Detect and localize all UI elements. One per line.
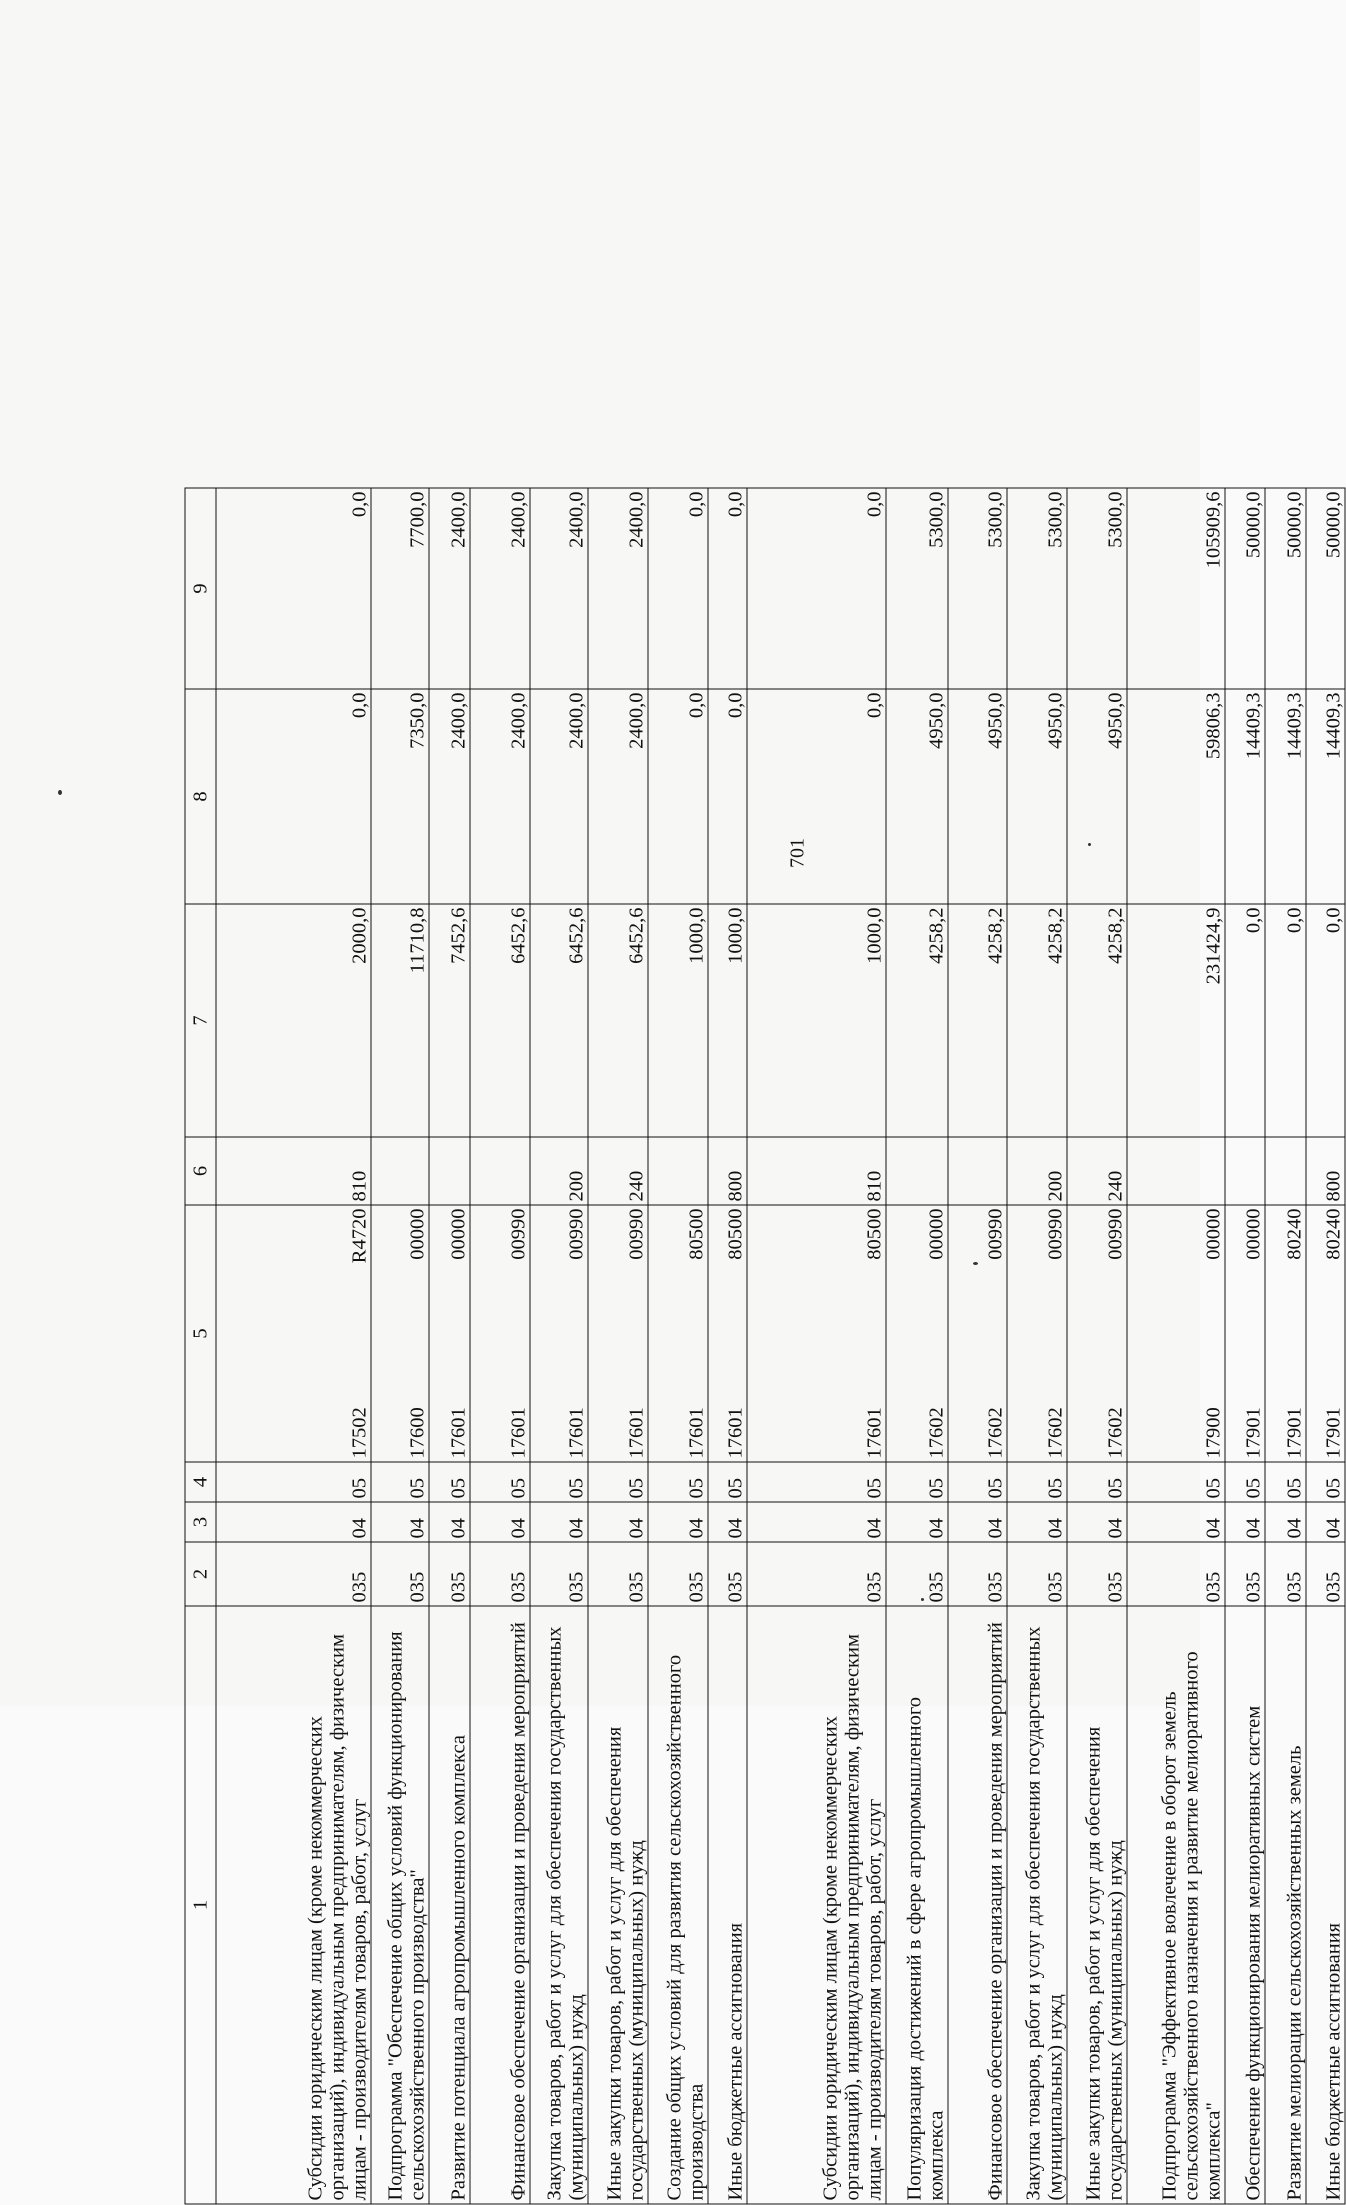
row-name: Закупка товаров, работ и услуг для обеспечения государственных (муниципальных) нужд (1007, 1606, 1067, 2204)
table-row (1225, 488, 1265, 2204)
article-code-part1: 17602 (1044, 1407, 1067, 1459)
cell-subsection: 05 (429, 1462, 470, 1502)
row-name: Субсидии юридическим лицам (кроме некоммерческих организаций), индивидуальным предпринимателям, физическим лицам - производителям товаров, работ, услуг (747, 1606, 886, 2204)
cell-section: 04 (1067, 1502, 1127, 1542)
row-name: Подпрограмма "Обеспечение общих условий функционирования сельскохозяйственного производства" (371, 1606, 429, 2204)
cell-expense-type: 800 (1306, 1137, 1345, 1205)
cell-target-article (886, 1205, 948, 1462)
cell-section: 04 (371, 1502, 429, 1542)
cell-ministry: 035 (429, 1542, 470, 1606)
table-row (530, 488, 588, 2204)
cell-amount-year2: 2400,0 (470, 689, 530, 904)
cell-section: 04 (1306, 1502, 1345, 1542)
table-row (1306, 488, 1345, 2204)
cell-expense-type (429, 1137, 470, 1205)
cell-section: 04 (708, 1502, 747, 1542)
article-code-part2: 00990 (1104, 1208, 1127, 1260)
article-code-part2: 00000 (447, 1208, 470, 1260)
cell-section: 04 (216, 1502, 371, 1542)
row-name: Субсидии юридическим лицам (кроме некоммерческих организаций), индивидуальным предпринимателям, физическим лицам - производителям товаров, работ, услуг (216, 1606, 371, 2204)
cell-amount-year3: 0,0 (648, 488, 708, 689)
cell-amount-year1: 1000,0 (747, 904, 886, 1137)
row-name: Иные закупки товаров, работ и услуг для обеспечения государственных (муниципальных) нужд (588, 1606, 648, 2204)
article-code-part2: 00990 (984, 1208, 1007, 1260)
cell-amount-year1: 6452,6 (530, 904, 588, 1137)
cell-target-article (1225, 1205, 1265, 1462)
cell-section: 04 (648, 1502, 708, 1542)
cell-target-article (708, 1205, 747, 1462)
cell-section: 04 (429, 1502, 470, 1542)
article-code-part2: 80240 (1322, 1208, 1345, 1260)
cell-ministry: 035 (747, 1542, 886, 1606)
cell-target-article (948, 1205, 1007, 1462)
cell-ministry: 035 (216, 1542, 371, 1606)
scan-speck (1088, 843, 1091, 846)
cell-amount-year2: 0,0 (747, 689, 886, 904)
cell-amount-year2: 4950,0 (948, 689, 1007, 904)
cell-subsection: 05 (1067, 1462, 1127, 1502)
cell-section: 04 (1007, 1502, 1067, 1542)
cell-amount-year3: 5300,0 (948, 488, 1007, 689)
cell-amount-year3: 50000,0 (1265, 488, 1306, 689)
cell-ministry: 035 (1007, 1542, 1067, 1606)
table-row (948, 488, 1007, 2204)
table-row (429, 488, 470, 2204)
cell-subsection: 05 (1225, 1462, 1265, 1502)
row-name: Популяризация достижений в сфере агропромышленного комплекса (886, 1606, 948, 2204)
table-row (886, 488, 948, 2204)
col-header: 9 (185, 488, 216, 689)
col-header: 2 (185, 1542, 216, 1606)
cell-amount-year1: 0,0 (1306, 904, 1345, 1137)
col-header: 5 (185, 1205, 216, 1462)
cell-amount-year1: 11710,8 (371, 904, 429, 1137)
article-code-part2: 80500 (863, 1208, 886, 1260)
cell-section: 04 (530, 1502, 588, 1542)
article-code-part1: 17601 (507, 1407, 530, 1459)
table-rotated-container (185, 489, 1345, 2205)
cell-section: 04 (1225, 1502, 1265, 1542)
article-code-part1: 17600 (406, 1407, 429, 1459)
scan-speck (973, 1262, 978, 1265)
cell-expense-type: 200 (1007, 1137, 1067, 1205)
row-name: Иные закупки товаров, работ и услуг для обеспечения государственных (муниципальных) нужд (1067, 1606, 1127, 2204)
cell-amount-year2: 14409,3 (1265, 689, 1306, 904)
cell-amount-year3: 2400,0 (470, 488, 530, 689)
cell-expense-type: 800 (708, 1137, 747, 1205)
cell-amount-year3: 5300,0 (886, 488, 948, 689)
row-name: Подпрограмма "Эффективное вовлечение в оборот земель сельскохозяйственного назначения и развитие мелиоративного комплекса" (1127, 1606, 1225, 2204)
table-row (708, 488, 747, 2204)
col-header: 6 (185, 1137, 216, 1205)
cell-target-article (1265, 1205, 1306, 1462)
article-code-part2: 00000 (925, 1208, 948, 1260)
cell-amount-year2: 14409,3 (1225, 689, 1265, 904)
cell-subsection: 05 (530, 1462, 588, 1502)
cell-target-article (216, 1205, 371, 1462)
article-code-part1: 17901 (1242, 1407, 1265, 1459)
article-code-part1: 17502 (348, 1407, 371, 1459)
table-row (371, 488, 429, 2204)
article-code-part1: 17602 (984, 1407, 1007, 1459)
cell-subsection: 05 (371, 1462, 429, 1502)
article-code-part2: 00990 (565, 1208, 588, 1260)
col-header: 7 (185, 904, 216, 1137)
page-number: 701 (786, 838, 809, 868)
cell-ministry: 035 (1265, 1542, 1306, 1606)
row-name: Обеспечение функционирования мелиоративных систем (1225, 1606, 1265, 2204)
cell-amount-year1: 0,0 (1225, 904, 1265, 1137)
col-header: 4 (185, 1462, 216, 1502)
cell-subsection: 05 (470, 1462, 530, 1502)
row-name: Закупка товаров, работ и услуг для обеспечения государственных (муниципальных) нужд (530, 1606, 588, 2204)
cell-amount-year2: 14409,3 (1306, 689, 1345, 904)
article-code-part1: 17901 (1283, 1407, 1306, 1459)
cell-subsection: 05 (1265, 1462, 1306, 1502)
cell-amount-year1: 231424,9 (1127, 904, 1225, 1137)
article-code-part2: 80240 (1283, 1208, 1306, 1260)
article-code-part2: 80500 (724, 1208, 747, 1260)
article-code-part2: 00000 (1242, 1208, 1265, 1260)
article-code-part1: 17901 (1322, 1407, 1345, 1459)
table-row (470, 488, 530, 2204)
table-row (1067, 488, 1127, 2204)
cell-amount-year1: 1000,0 (708, 904, 747, 1137)
article-code-part1: 17601 (447, 1407, 470, 1459)
scan-speck (921, 1598, 924, 1601)
cell-amount-year1: 6452,6 (470, 904, 530, 1137)
cell-subsection: 05 (747, 1462, 886, 1502)
cell-amount-year2: 0,0 (648, 689, 708, 904)
cell-expense-type: 240 (588, 1137, 648, 1205)
cell-target-article (1067, 1205, 1127, 1462)
article-code-part2: R4720 (348, 1208, 371, 1264)
cell-amount-year1: 4258,2 (1007, 904, 1067, 1137)
row-name: Развитие потенциала агропромышленного комплекса (429, 1606, 470, 2204)
article-code-part2: 00990 (625, 1208, 648, 1260)
cell-amount-year1: 7452,6 (429, 904, 470, 1137)
table-row (588, 488, 648, 2204)
cell-amount-year3: 0,0 (747, 488, 886, 689)
row-name: Создание общих условий для развития сельскохозяйственного производства (648, 1606, 708, 2204)
table-row (747, 488, 886, 2204)
cell-expense-type: 810 (747, 1137, 886, 1205)
cell-expense-type: 200 (530, 1137, 588, 1205)
cell-ministry: 035 (648, 1542, 708, 1606)
cell-ministry: 035 (1067, 1542, 1127, 1606)
cell-target-article (371, 1205, 429, 1462)
cell-amount-year2: 2400,0 (530, 689, 588, 904)
cell-amount-year3: 7700,0 (371, 488, 429, 689)
cell-amount-year1: 4258,2 (1067, 904, 1127, 1137)
col-header: 1 (185, 1606, 216, 2204)
cell-ministry: 035 (708, 1542, 747, 1606)
cell-amount-year3: 0,0 (708, 488, 747, 689)
cell-amount-year1: 4258,2 (948, 904, 1007, 1137)
cell-amount-year1: 4258,2 (886, 904, 948, 1137)
article-code-part1: 17900 (1202, 1407, 1225, 1459)
row-name: Иные бюджетные ассигнования (1306, 1606, 1345, 2204)
cell-expense-type: 810 (216, 1137, 371, 1205)
cell-subsection: 05 (1007, 1462, 1067, 1502)
cell-amount-year2: 4950,0 (1067, 689, 1127, 904)
cell-amount-year2: 59806,3 (1127, 689, 1225, 904)
table-row (216, 488, 371, 2204)
scan-speck (58, 790, 62, 795)
budget-table (185, 488, 1346, 2205)
cell-expense-type (1225, 1137, 1265, 1205)
cell-amount-year1: 1000,0 (648, 904, 708, 1137)
cell-amount-year2: 2400,0 (588, 689, 648, 904)
cell-amount-year3: 5300,0 (1067, 488, 1127, 689)
cell-amount-year3: 0,0 (216, 488, 371, 689)
cell-expense-type (1265, 1137, 1306, 1205)
cell-section: 04 (948, 1502, 1007, 1542)
cell-subsection: 05 (1306, 1462, 1345, 1502)
table-row (1127, 488, 1225, 2204)
article-code-part1: 17602 (1104, 1407, 1127, 1459)
cell-amount-year3: 50000,0 (1306, 488, 1345, 689)
cell-target-article (1127, 1205, 1225, 1462)
cell-target-article (530, 1205, 588, 1462)
cell-amount-year2: 7350,0 (371, 689, 429, 904)
cell-amount-year3: 2400,0 (588, 488, 648, 689)
cell-expense-type (648, 1137, 708, 1205)
cell-amount-year3: 2400,0 (530, 488, 588, 689)
cell-ministry: 035 (1127, 1542, 1225, 1606)
cell-section: 04 (886, 1502, 948, 1542)
row-name: Иные бюджетные ассигнования (708, 1606, 747, 2204)
article-code-part1: 17601 (565, 1407, 588, 1459)
cell-amount-year2: 2400,0 (429, 689, 470, 904)
cell-subsection: 05 (1127, 1462, 1225, 1502)
cell-section: 04 (1127, 1502, 1225, 1542)
row-name: Развитие мелиорации сельскохозяйственных земель (1265, 1606, 1306, 2204)
row-name: Финансовое обеспечение организации и проведения мероприятий (948, 1606, 1007, 2204)
col-header: 3 (185, 1502, 216, 1542)
cell-amount-year2: 0,0 (708, 689, 747, 904)
cell-ministry: 035 (948, 1542, 1007, 1606)
cell-target-article (1306, 1205, 1345, 1462)
article-code-part2: 00000 (1202, 1208, 1225, 1260)
cell-target-article (588, 1205, 648, 1462)
cell-expense-type (948, 1137, 1007, 1205)
header-row (185, 488, 216, 2204)
cell-target-article (470, 1205, 530, 1462)
cell-ministry: 035 (1306, 1542, 1345, 1606)
article-code-part2: 00000 (406, 1208, 429, 1260)
cell-section: 04 (588, 1502, 648, 1542)
cell-target-article (747, 1205, 886, 1462)
cell-amount-year2: 4950,0 (886, 689, 948, 904)
article-code-part2: 00990 (1044, 1208, 1067, 1260)
article-code-part1: 17602 (925, 1407, 948, 1459)
cell-target-article (1007, 1205, 1067, 1462)
cell-subsection: 05 (708, 1462, 747, 1502)
cell-amount-year2: 4950,0 (1007, 689, 1067, 904)
cell-subsection: 05 (648, 1462, 708, 1502)
cell-amount-year3: 5300,0 (1007, 488, 1067, 689)
cell-amount-year2: 0,0 (216, 689, 371, 904)
cell-section: 04 (470, 1502, 530, 1542)
article-code-part2: 00990 (507, 1208, 530, 1260)
cell-expense-type (886, 1137, 948, 1205)
cell-subsection: 05 (948, 1462, 1007, 1502)
cell-target-article (648, 1205, 708, 1462)
cell-ministry: 035 (886, 1542, 948, 1606)
row-name: Финансовое обеспечение организации и проведения мероприятий (470, 1606, 530, 2204)
cell-section: 04 (747, 1502, 886, 1542)
cell-amount-year3: 105909,6 (1127, 488, 1225, 689)
cell-expense-type (371, 1137, 429, 1205)
cell-expense-type (1127, 1137, 1225, 1205)
table-row (648, 488, 708, 2204)
cell-expense-type (470, 1137, 530, 1205)
article-code-part1: 17601 (724, 1407, 747, 1459)
table-row (1265, 488, 1306, 2204)
cell-amount-year1: 6452,6 (588, 904, 648, 1137)
cell-amount-year1: 0,0 (1265, 904, 1306, 1137)
cell-amount-year3: 50000,0 (1225, 488, 1265, 689)
article-code-part1: 17601 (685, 1407, 708, 1459)
article-code-part2: 80500 (685, 1208, 708, 1260)
table-row (1007, 488, 1067, 2204)
cell-amount-year3: 2400,0 (429, 488, 470, 689)
cell-target-article (429, 1205, 470, 1462)
cell-subsection: 05 (886, 1462, 948, 1502)
article-code-part1: 17601 (863, 1407, 886, 1459)
cell-ministry: 035 (470, 1542, 530, 1606)
cell-subsection: 05 (216, 1462, 371, 1502)
cell-ministry: 035 (588, 1542, 648, 1606)
cell-expense-type: 240 (1067, 1137, 1127, 1205)
cell-amount-year1: 2000,0 (216, 904, 371, 1137)
cell-ministry: 035 (530, 1542, 588, 1606)
cell-subsection: 05 (588, 1462, 648, 1502)
cell-ministry: 035 (1225, 1542, 1265, 1606)
col-header: 8 (185, 689, 216, 904)
cell-section: 04 (1265, 1502, 1306, 1542)
article-code-part1: 17601 (625, 1407, 648, 1459)
cell-ministry: 035 (371, 1542, 429, 1606)
